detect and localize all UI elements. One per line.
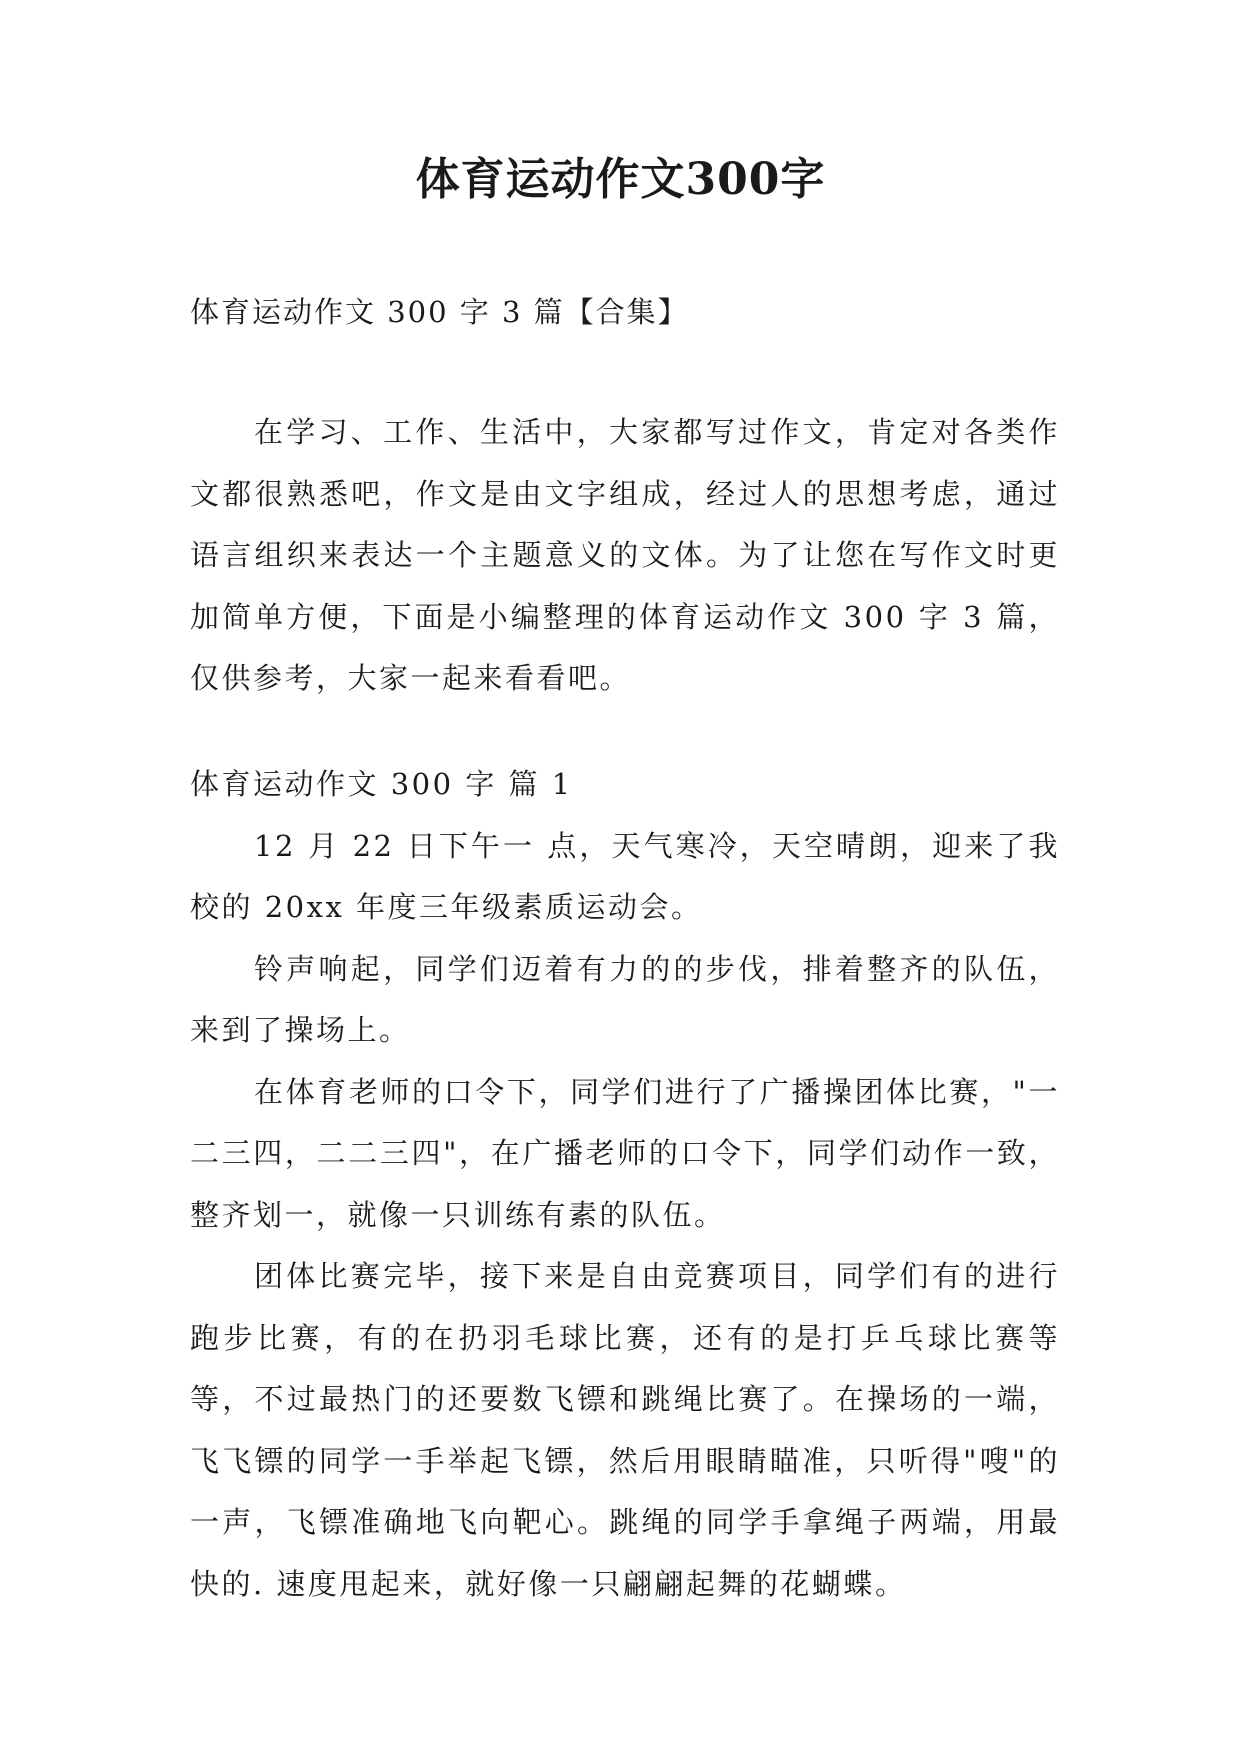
section-1-paragraph: 团体比赛完毕，接下来是自由竞赛项目，同学们有的进行跑步比赛，有的在扔羽毛球比赛，还有的是打乒乓球比赛等等，不过最热门的还要数飞镖和跳绳比赛了。在操场的一端，飞飞镖的同学一手举起飞镖，然后用眼睛瞄准，只听得"嗖"的一声，飞镖准确地飞向靶心。跳绳的同学手拿绳子两端，用最快的. 速度甩起来，就好像一只翩翩起舞的花蝴蝶。 xyxy=(190,1259,1060,1601)
section-1-paragraph: 在体育老师的口令下，同学们进行了广播操团体比赛，"一二三四，二二三四"，在广播老师的口令下，同学们动作一致，整齐划一，就像一只训练有素的队伍。 xyxy=(190,1074,1060,1232)
section-1 xyxy=(190,754,1060,1615)
section-1-heading: 体育运动作文 300 字 篇 1 xyxy=(190,767,573,801)
section-1-paragraph: 12 月 22 日下午一 点，天气寒冷，天空晴朗，迎来了我校的 20xx 年度三年级素质运动会。 xyxy=(190,828,1060,924)
document-title: 体育运动作文300字 xyxy=(415,154,826,205)
intro-block xyxy=(190,402,1060,710)
document-subtitle: 体育运动作文 300 字 3 篇【合集】 xyxy=(190,295,689,329)
section-1-paragraph: 铃声响起，同学们迈着有力的的步伐，排着整齐的队伍，来到了操场上。 xyxy=(190,951,1060,1047)
intro-paragraph: 在学习、工作、生活中，大家都写过作文，肯定对各类作文都很熟悉吧，作文是由文字组成，经过人的思想考虑，通过语言组织来表达一个主题意义的文体。为了让您在写作文时更加简单方便，下面是小编整理的体育运动作文 300 字 3 篇，仅供参考，大家一起来看看吧。 xyxy=(190,415,1060,695)
